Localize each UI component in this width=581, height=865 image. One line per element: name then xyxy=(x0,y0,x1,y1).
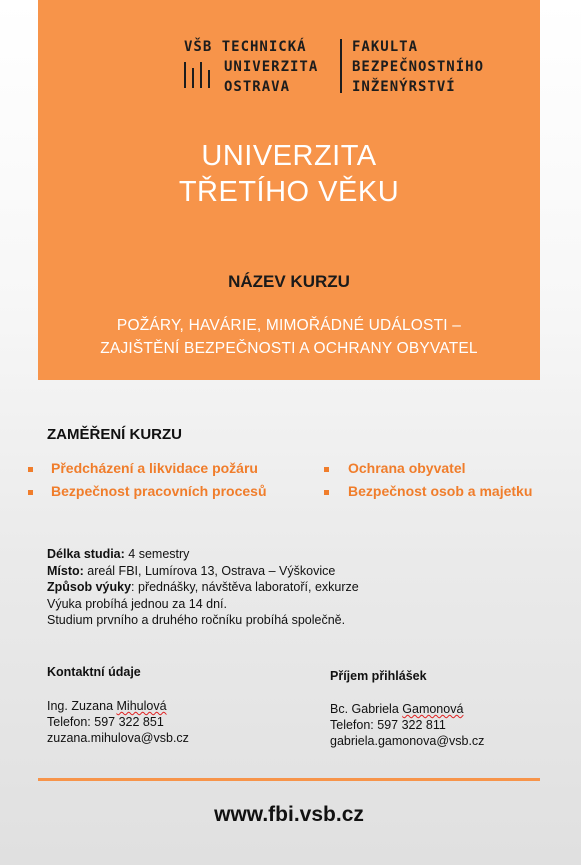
website-link[interactable]: www.fbi.vsb.cz xyxy=(214,803,364,826)
bullet-icon xyxy=(324,467,329,472)
applications-block xyxy=(330,701,484,749)
method-value: : přednášky, návštěva laboratoří, exkurze xyxy=(131,580,359,594)
course-name xyxy=(38,314,540,360)
contact-block xyxy=(47,698,189,746)
method-label: Způsob výuky xyxy=(47,580,132,594)
footer-divider xyxy=(38,778,540,781)
contact-name-prefix: Ing. Zuzana xyxy=(47,699,117,713)
duration-value: 4 semestry xyxy=(124,547,190,561)
frequency-line: Výuka probíhá jednou za 14 dní. xyxy=(47,596,227,611)
place-value: areál FBI, Lumírova 13, Ostrava – Výškovice xyxy=(83,563,336,578)
bullet-icon xyxy=(28,490,33,495)
logo-university-line-3: OSTRAVA xyxy=(224,79,291,95)
course-heading: NÁZEV KURZU xyxy=(228,272,350,291)
focus-item: Předcházení a likvidace požáru xyxy=(51,460,258,476)
logo-faculty-line-1: FAKULTA xyxy=(352,39,419,55)
faculty-logo xyxy=(352,37,484,97)
duration-line xyxy=(47,546,359,563)
contact-email[interactable]: zuzana.mihulova@vsb.cz xyxy=(47,731,189,745)
applications-phone: Telefon: 597 322 811 xyxy=(330,718,446,732)
contact-heading: Kontaktní údaje xyxy=(47,665,141,679)
contact-name-surname: Mihulová xyxy=(116,699,167,713)
method-line xyxy=(47,579,359,596)
bullet-icon xyxy=(324,490,329,495)
university-logo xyxy=(184,37,318,97)
study-note-line: Studium prvního a druhého ročníku probíhá společně. xyxy=(47,613,346,627)
title-line-2: TŘETÍHO VĚKU xyxy=(178,176,400,208)
contact-name xyxy=(47,698,189,714)
page-title xyxy=(38,138,540,210)
duration-label: Délka studia: xyxy=(47,547,125,561)
applications-name xyxy=(330,701,484,717)
focus-heading: ZAMĚŘENÍ KURZU xyxy=(47,426,182,443)
focus-item: Bezpečnost pracovních procesů xyxy=(51,483,267,499)
applications-name-prefix: Bc. Gabriela xyxy=(330,702,403,716)
logo-university-line-2: UNIVERZITA xyxy=(224,59,319,75)
title-line-1: UNIVERZITA xyxy=(201,140,377,172)
applications-email[interactable]: gabriela.gamonova@vsb.cz xyxy=(330,734,485,748)
logo-faculty-line-3: INŽENÝRSTVÍ xyxy=(352,79,456,95)
place-line xyxy=(47,563,359,580)
logo-faculty-line-2: BEZPEČNOSTNÍHO xyxy=(352,59,485,75)
logo-university-line-1: VŠB TECHNICKÁ xyxy=(184,39,307,55)
place-label: Místo: xyxy=(47,563,84,578)
course-name-line-1: POŽÁRY, HAVÁRIE, MIMOŘÁDNÉ UDÁLOSTI – xyxy=(116,317,462,334)
applications-heading: Příjem přihlášek xyxy=(330,669,427,683)
focus-item: Bezpečnost osob a majetku xyxy=(348,483,533,499)
bullet-icon xyxy=(28,467,33,472)
course-name-line-2: ZAJIŠTĚNÍ BEZPEČNOSTI A OCHRANY OBYVATEL xyxy=(100,340,478,357)
contact-phone: Telefon: 597 322 851 xyxy=(47,715,164,729)
course-info xyxy=(47,546,359,629)
logo-divider xyxy=(340,39,342,93)
applications-name-surname: Gamonová xyxy=(402,702,464,716)
vsb-fbi-logo xyxy=(184,37,514,97)
focus-item: Ochrana obyvatel xyxy=(348,460,466,476)
